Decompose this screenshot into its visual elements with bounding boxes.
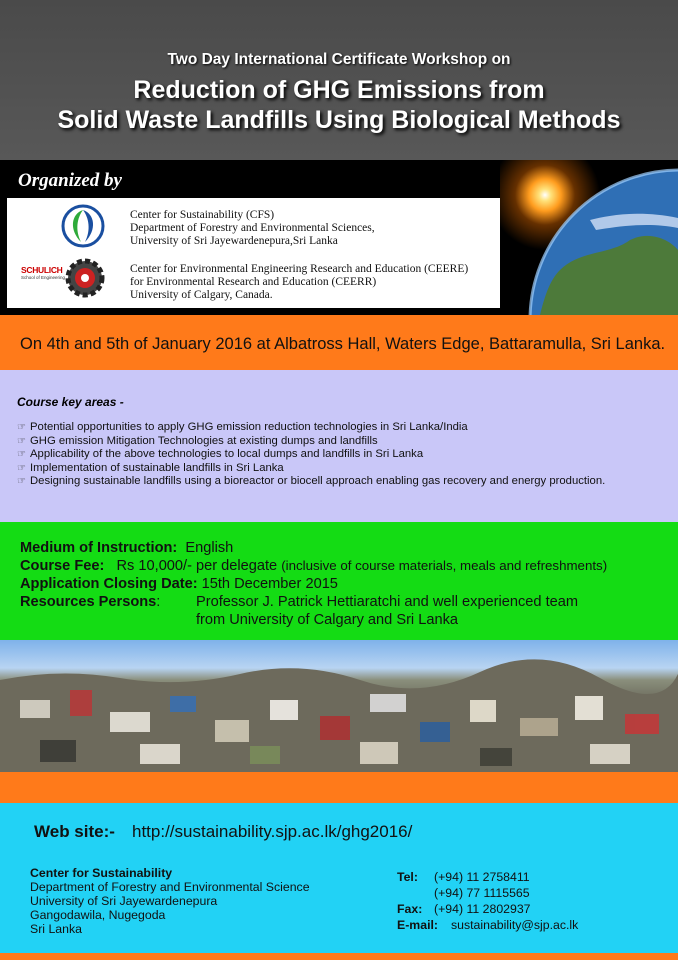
earth-globe-icon <box>500 160 678 315</box>
resources-label: Resources Persons <box>20 594 157 610</box>
address-line: University of Sri Jayewardenepura <box>30 894 218 908</box>
tel-label: Tel: <box>397 870 418 884</box>
ceere-gear-logo-icon <box>63 256 107 300</box>
list-item-text: Potential opportunities to apply GHG emission reduction technologies in Sri Lanka/India <box>30 421 468 433</box>
email-label <box>397 918 438 932</box>
landfill-garbage-icon <box>0 640 678 772</box>
ceere-name: Center for Environmental Engineering Research and Education (CEERE) <box>130 263 469 275</box>
fax-label <box>397 902 422 916</box>
hand-pointer-icon: ☞ <box>17 435 26 447</box>
cfs-logo-icon <box>61 204 105 248</box>
resources-line1: Professor J. Patrick Hettiaratchi and well experienced team <box>196 594 579 610</box>
earth-image <box>500 160 678 315</box>
website-link[interactable]: http://sustainability.sjp.ac.lk/ghg2016/ <box>132 822 413 841</box>
fax-label-text: Fax: <box>397 902 423 916</box>
fax-number: (+94) 11 2802937 <box>434 902 531 916</box>
header-banner <box>0 0 678 160</box>
medium-label: Medium of Instruction: <box>20 540 178 556</box>
tel1: (+94) 11 2758411 <box>434 870 530 884</box>
ceere-university: University of Calgary, Canada. <box>130 289 273 301</box>
organizers-title: Organized by <box>18 170 122 191</box>
address-line: Sri Lanka <box>30 922 82 936</box>
tel2: (+94) 77 1115565 <box>434 886 530 900</box>
fee-row <box>20 558 607 574</box>
fee-note: (inclusive of course materials, meals and refreshments) <box>281 558 608 573</box>
list-item <box>17 435 605 449</box>
cfs-department: Department of Forestry and Environmental Sciences, <box>130 222 375 234</box>
list-item-text: Designing sustainable landfills using a bioreactor or biocell approach enabling gas recovery and energy production. <box>30 475 606 487</box>
closing-value: 15th December 2015 <box>201 576 338 592</box>
workshop-title-line1: Reduction of GHG Emissions from <box>133 76 545 104</box>
resources-colon: : <box>156 594 161 610</box>
list-item-text: GHG emission Mitigation Technologies at existing dumps and landfills <box>30 434 378 447</box>
address-line: Department of Forestry and Environmental Science <box>30 880 310 894</box>
details-section <box>0 522 678 640</box>
hand-pointer-icon: ☞ <box>17 476 26 487</box>
hand-pointer-icon: ☞ <box>17 462 26 474</box>
hand-pointer-icon: ☞ <box>17 422 26 433</box>
ceere-subname: for Environmental Research and Education (CEERR) <box>130 276 377 288</box>
workshop-title-line2: Solid Waste Landfills Using Biological Methods <box>57 106 621 134</box>
list-item <box>17 421 605 435</box>
closing-label: Application Closing Date: <box>20 576 198 592</box>
cfs-university: University of Sri Jayewardenepura,Sri Lanka <box>130 235 338 247</box>
website-label: Web site:- <box>34 822 115 841</box>
medium-value: English <box>185 540 234 556</box>
resources-line2: from University of Calgary and Sri Lanka <box>196 612 458 628</box>
schulich-logo-subtext: School of Engineering <box>21 275 66 280</box>
cfs-info <box>130 209 375 248</box>
course-list <box>17 421 605 489</box>
ceere-info <box>130 263 468 302</box>
email-link[interactable]: sustainability@sjp.ac.lk <box>451 918 579 932</box>
course-title: Course key areas - <box>17 395 124 409</box>
fee-value: Rs 10,000/- per delegate <box>116 558 278 574</box>
hand-pointer-icon: ☞ <box>17 449 26 460</box>
orange-divider <box>0 772 678 803</box>
schulich-logo-text: SCHULICH <box>21 265 63 275</box>
list-item-text: Implementation of sustainable landfills in Sri Lanka <box>30 461 284 474</box>
resources-row <box>20 594 160 610</box>
list-item-text: Applicability of the above technologies to local dumps and landfills in Sri Lanka <box>30 448 424 460</box>
fee-label: Course Fee: <box>20 558 105 574</box>
org-name: Center for Sustainability <box>30 866 173 880</box>
workshop-title <box>0 75 678 135</box>
workshop-subtitle: Two Day International Certificate Workshop on <box>167 51 511 68</box>
address-line: Gangodawila, Nugegoda <box>30 908 166 922</box>
address-block <box>30 866 310 936</box>
list-item <box>17 475 605 489</box>
event-date-location: On 4th and 5th of January 2016 at Albatross Hall, Waters Edge, Battaramulla, Sri Lanka. <box>20 335 666 353</box>
organizers-box <box>7 198 500 308</box>
medium-row <box>20 540 233 556</box>
closing-row <box>20 576 338 592</box>
tel-row <box>397 870 418 884</box>
email-label-text: E-mail: <box>397 918 438 932</box>
list-item <box>17 448 605 462</box>
list-item <box>17 462 605 476</box>
landfill-image <box>0 640 678 772</box>
schulich-logo <box>21 265 67 280</box>
cfs-name: Center for Sustainability (CFS) <box>130 209 275 221</box>
